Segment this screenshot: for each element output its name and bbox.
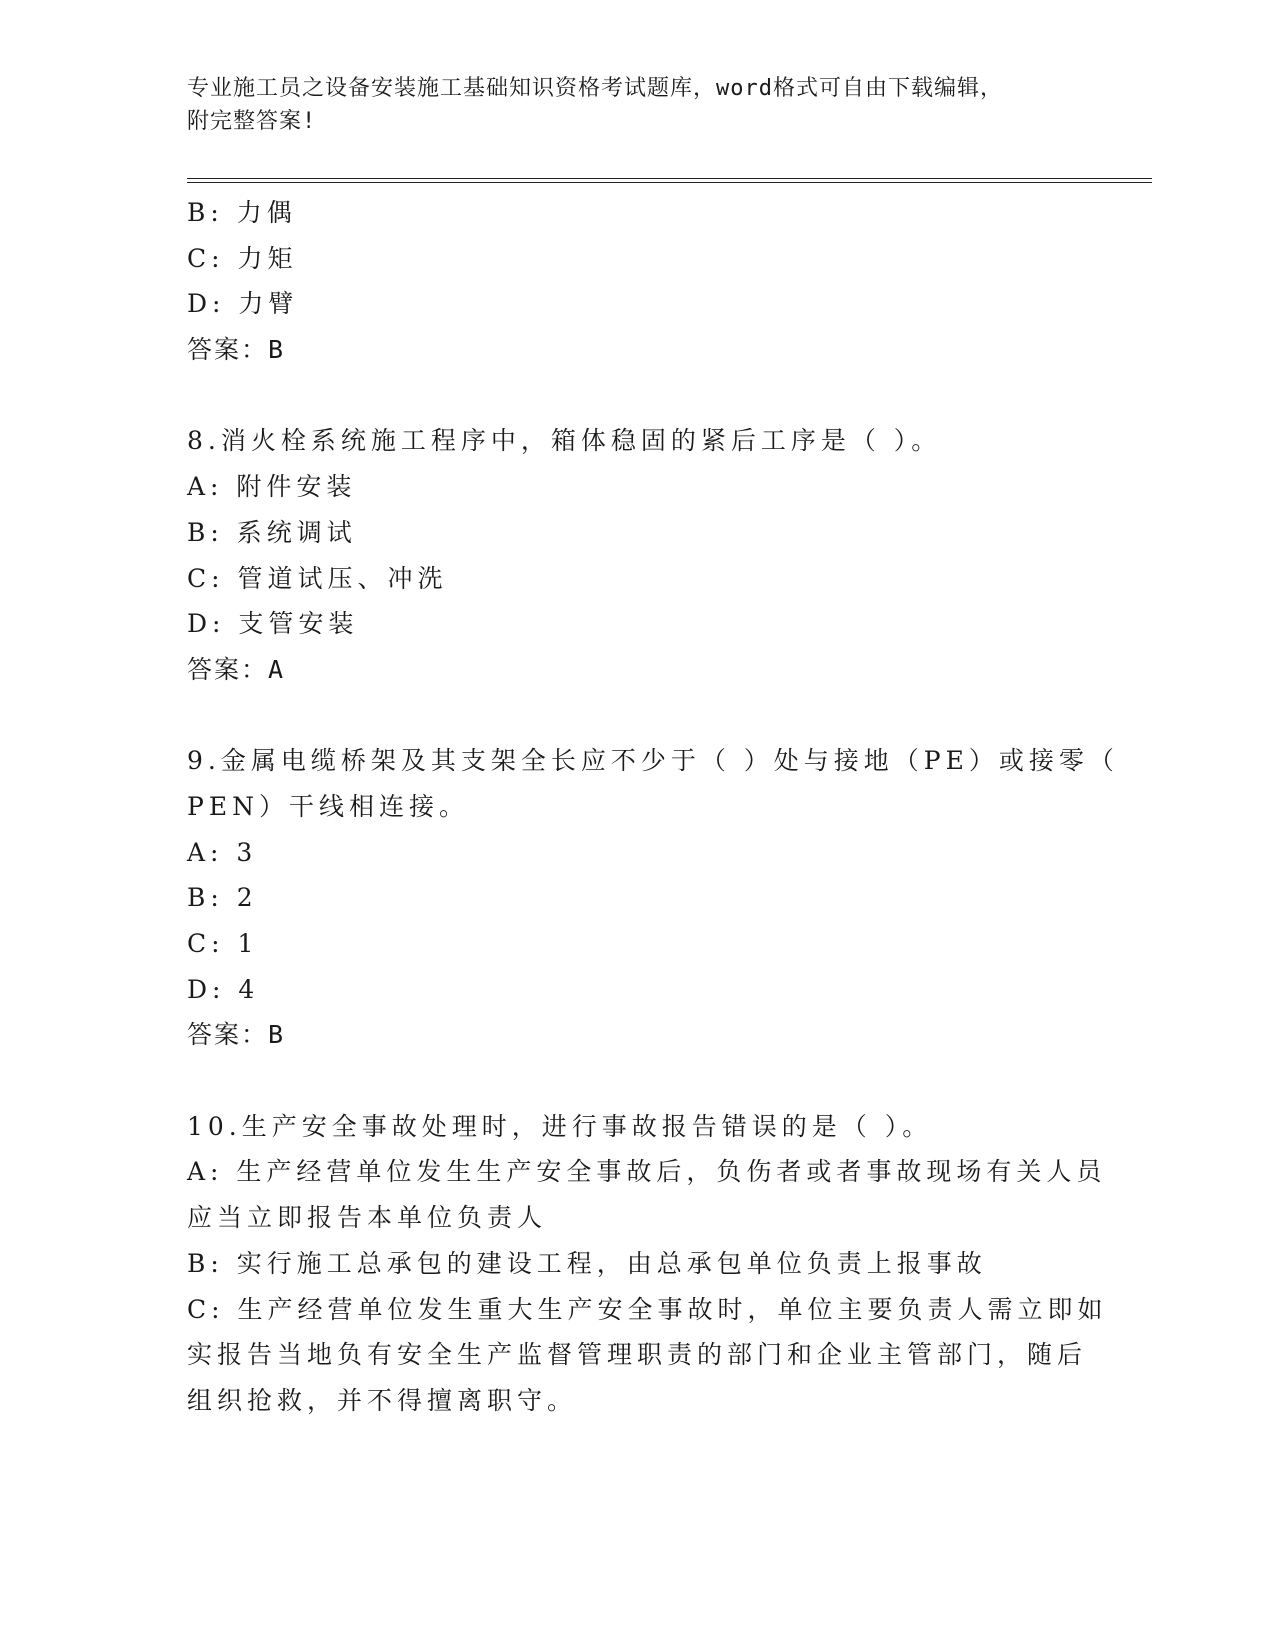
answer-line: 答案：A	[187, 654, 286, 684]
option-line: B: 力偶	[187, 198, 297, 227]
option-line: C: 管道试压、冲洗	[187, 563, 448, 593]
question-stem: PEN）干线相连接。	[187, 791, 469, 821]
header-line-1: 专业施工员之设备安装施工基础知识资格考试题库，word格式可自由下载编辑，	[187, 76, 1003, 101]
option-line: D: 力臂	[187, 289, 299, 319]
question-content	[187, 190, 1119, 1424]
question-10	[187, 1104, 1108, 1424]
option-line: A: 附件安装	[187, 472, 357, 502]
spacer	[187, 373, 1087, 419]
option-line: A: 3	[187, 837, 258, 867]
option-line: C: 生产经营单位发生重大生产安全事故时，单位主要负责人需立即如	[187, 1294, 1108, 1324]
partial-question	[187, 190, 1087, 373]
document-header	[187, 72, 1067, 138]
header-divider-bottom	[187, 182, 1152, 183]
option-line: D: 4	[187, 974, 260, 1004]
question-stem: 9.金属电缆桥架及其支架全长应不少于（ ）处与接地（PE）或接零（	[187, 746, 1119, 776]
header-divider-top	[187, 178, 1152, 179]
spacer	[187, 1058, 1087, 1104]
option-line: D: 支管安装	[187, 609, 359, 639]
spacer	[187, 693, 1087, 739]
option-line: C: 力矩	[187, 243, 298, 273]
option-line: 实报告当地负有安全生产监督管理职责的部门和企业主管部门，随后	[187, 1340, 1088, 1370]
option-line: C: 1	[187, 929, 259, 958]
option-line: B: 系统调试	[187, 517, 357, 547]
option-line: 组织抢救，并不得擅离职守。	[187, 1385, 578, 1415]
answer-line: 答案：B	[187, 335, 286, 365]
question-stem: 10.生产安全事故处理时，进行事故报告错误的是（ ）。	[187, 1111, 933, 1141]
option-line: B: 2	[187, 883, 258, 913]
question-9	[187, 738, 1119, 1058]
option-line: A: 生产经营单位发生生产安全事故后，负伤者或者事故现场有关人员	[187, 1157, 1107, 1187]
question-8	[187, 418, 1087, 692]
option-line: 应当立即报告本单位负责人	[187, 1203, 548, 1233]
option-line: B: 实行施工总承包的建设工程，由总承包单位负责上报事故	[187, 1248, 987, 1278]
question-stem: 8.消火栓系统施工程序中，箱体稳固的紧后工序是（ ）。	[187, 426, 942, 456]
answer-line: 答案：B	[187, 1020, 286, 1050]
header-line-2: 附完整答案!	[187, 109, 317, 134]
